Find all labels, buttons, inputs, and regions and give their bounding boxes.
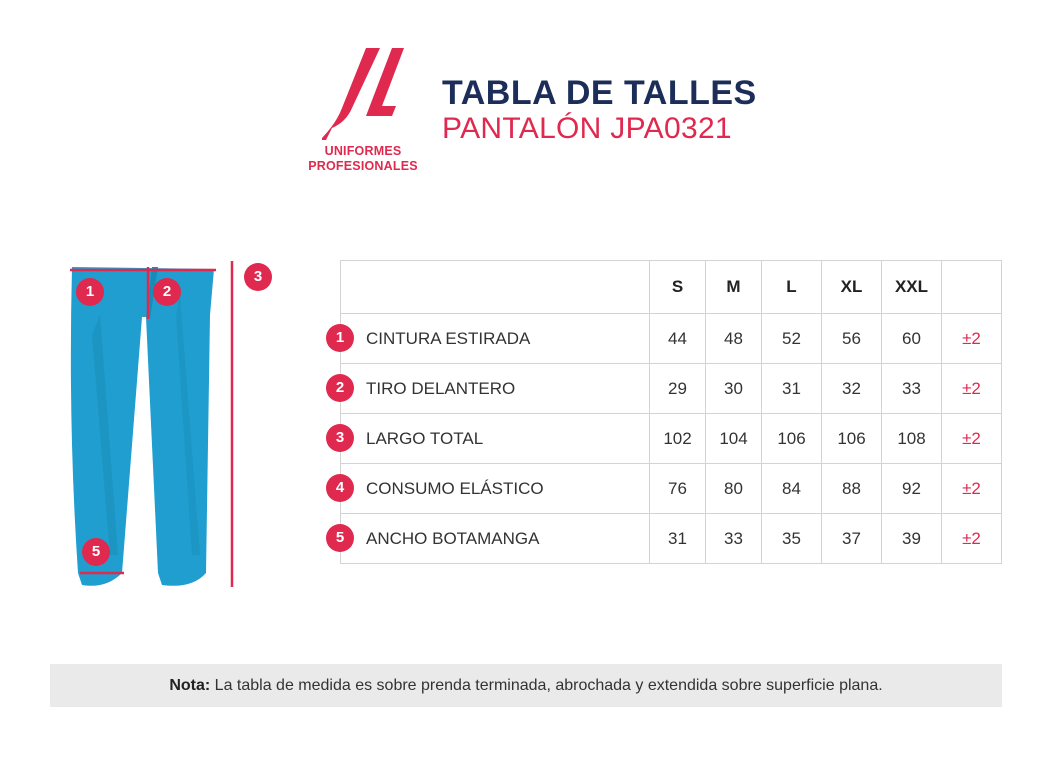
row-number-badge: 5	[326, 524, 354, 552]
cell-value: 52	[762, 314, 822, 364]
cell-value: 76	[650, 464, 706, 514]
marker-2: 2	[153, 278, 181, 306]
cell-value: 48	[706, 314, 762, 364]
page-subtitle: PANTALÓN JPA0321	[442, 112, 732, 145]
cell-value: 44	[650, 314, 706, 364]
header-empty	[341, 261, 650, 314]
table-row	[341, 364, 1002, 414]
cell-value: 84	[762, 464, 822, 514]
cell-value: 31	[762, 364, 822, 414]
cell-value: 56	[822, 314, 882, 364]
row-label-cell	[335, 464, 650, 514]
cell-value: 33	[882, 364, 942, 414]
cell-tolerance: ±2	[942, 414, 1002, 464]
cell-tolerance: ±2	[942, 514, 1002, 564]
cell-tolerance: ±2	[942, 314, 1002, 364]
brand-line-1: UNIFORMES	[324, 144, 402, 158]
brand-logo	[300, 48, 426, 178]
cell-value: 31	[650, 514, 706, 564]
note-label: Nota:	[169, 677, 211, 694]
jl-logo-icon	[322, 48, 404, 140]
table-row	[341, 314, 1002, 364]
row-label: CONSUMO ELÁSTICO	[366, 479, 544, 498]
cell-value: 80	[706, 464, 762, 514]
row-label-cell	[335, 314, 650, 364]
table-row	[341, 414, 1002, 464]
note-text: La tabla de medida es sobre prenda terminada, abrochada y extendida sobre superficie plana.	[210, 677, 883, 694]
row-number-badge: 3	[326, 424, 354, 452]
row-label: CINTURA ESTIRADA	[366, 329, 531, 348]
row-number-badge: 1	[326, 324, 354, 352]
header-tolerance	[942, 261, 1002, 314]
row-label-cell	[335, 364, 650, 414]
marker-1: 1	[76, 278, 104, 306]
header-size-xl: XL	[822, 261, 882, 314]
row-label-cell	[335, 514, 650, 564]
cell-value: 60	[882, 314, 942, 364]
cell-value: 102	[650, 414, 706, 464]
cell-tolerance: ±2	[942, 464, 1002, 514]
table-row	[341, 464, 1002, 514]
cell-value: 104	[706, 414, 762, 464]
cell-value: 108	[882, 414, 942, 464]
cell-value: 35	[762, 514, 822, 564]
row-number-badge: 4	[326, 474, 354, 502]
cell-value: 37	[822, 514, 882, 564]
cell-value: 92	[882, 464, 942, 514]
header-size-l: L	[762, 261, 822, 314]
cell-value: 29	[650, 364, 706, 414]
marker-5: 5	[82, 538, 110, 566]
cell-tolerance: ±2	[942, 364, 1002, 414]
page-title: TABLA DE TALLES	[442, 74, 757, 112]
row-label: LARGO TOTAL	[366, 429, 484, 448]
table-header-row	[341, 261, 1002, 314]
pants-diagram	[60, 255, 290, 600]
row-number-badge: 2	[326, 374, 354, 402]
cell-value: 33	[706, 514, 762, 564]
header-size-xxl: XXL	[882, 261, 942, 314]
marker-3: 3	[244, 263, 272, 291]
cell-value: 88	[822, 464, 882, 514]
row-label-cell	[335, 414, 650, 464]
row-label: ANCHO BOTAMANGA	[366, 529, 540, 548]
cell-value: 30	[706, 364, 762, 414]
row-label: TIRO DELANTERO	[366, 379, 516, 398]
cell-value: 106	[822, 414, 882, 464]
header-size-m: M	[706, 261, 762, 314]
table-row	[341, 514, 1002, 564]
header-size-s: S	[650, 261, 706, 314]
note-bar	[50, 664, 1002, 707]
brand-line-2: PROFESIONALES	[308, 159, 418, 173]
cell-value: 32	[822, 364, 882, 414]
cell-value: 106	[762, 414, 822, 464]
cell-value: 39	[882, 514, 942, 564]
size-table	[335, 260, 1002, 564]
